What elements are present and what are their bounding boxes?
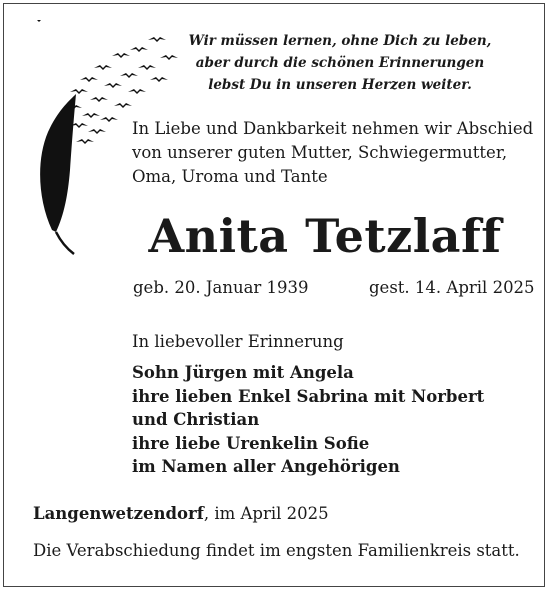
deceased-name: Anita Tetzlaff <box>148 209 502 263</box>
mourner-line: im Namen aller Angehörigen <box>132 457 400 476</box>
mourner-line: und Christian <box>132 410 260 429</box>
farewell-note: Die Verabschiedung findet im engsten Familienkreis statt. <box>33 541 520 560</box>
motto-line: aber durch die schönen Erinnerungen <box>195 55 485 71</box>
motto-line: Wir müssen lernen, ohne Dich zu leben, <box>188 33 492 49</box>
mourners-list <box>132 361 484 479</box>
place-town: Langenwetzendorf <box>33 504 204 523</box>
intro-text <box>132 117 532 189</box>
intro-line: von unserer guten Mutter, Schwiegermutter, <box>132 143 508 162</box>
birth-date: geb. 20. Januar 1939 <box>133 278 309 297</box>
memory-line: In liebevoller Erinnerung <box>132 332 344 351</box>
place-date: , im April 2025 <box>203 504 329 523</box>
intro-line: Oma, Uroma und Tante <box>132 167 328 186</box>
intro-line: In Liebe und Dankbarkeit nehmen wir Abschied <box>132 119 534 138</box>
mourner-line: ihre lieben Enkel Sabrina mit Norbert <box>132 386 485 406</box>
place-and-date <box>33 502 329 526</box>
mourner-line: Sohn Jürgen mit Angela <box>132 363 354 382</box>
mourner-line: ihre liebe Urenkelin Sofie <box>132 433 370 453</box>
death-date: gest. 14. April 2025 <box>369 278 535 297</box>
motto-line: lebst Du in unseren Herzen weiter. <box>208 77 472 93</box>
motto-quote <box>185 30 495 96</box>
